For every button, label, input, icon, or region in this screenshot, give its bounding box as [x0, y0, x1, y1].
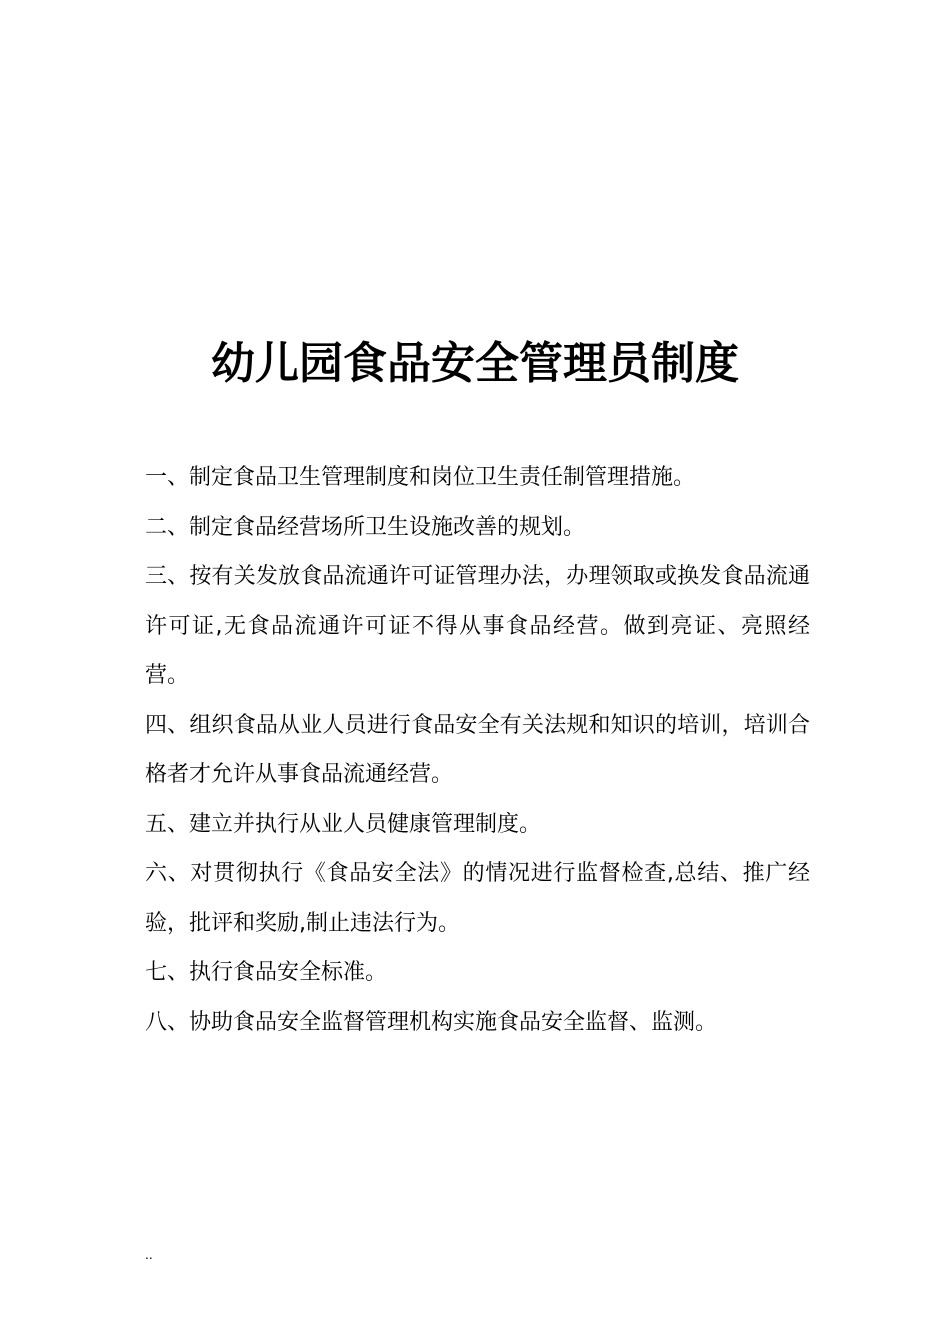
document-body [145, 453, 810, 1047]
paragraph-4: 四、组织食品从业人员进行食品安全有关法规和知识的培训，培训合格者才允许从事食品流通经营。 [145, 712, 810, 787]
paragraph-6: 六、对贯彻执行《食品安全法》的情况进行监督检查,总结、推广经验，批评和奖励,制止违法行为。 [145, 861, 810, 936]
paragraph-1: 一、制定食品卫生管理制度和岗位卫生责任制管理措施。 [145, 465, 696, 490]
footer-mark: .. [145, 1248, 153, 1262]
paragraph-7: 七、执行食品安全标准。 [145, 960, 388, 985]
paragraph-8: 八、协助食品安全监督管理机构实施食品安全监督、监测。 [145, 1009, 718, 1035]
paragraph-5: 五、建立并执行从业人员健康管理制度。 [145, 811, 542, 837]
paragraph-3: 三、按有关发放食品流通许可证管理办法，办理领取或换发食品流通许可证,无食品流通许可证不得从事食品经营。做到亮证、亮照经营。 [145, 564, 810, 688]
paragraph-2: 二、制定食品经营场所卫生设施改善的规划。 [145, 514, 586, 540]
document-title: 幼儿园食品安全管理员制度 [211, 338, 739, 389]
